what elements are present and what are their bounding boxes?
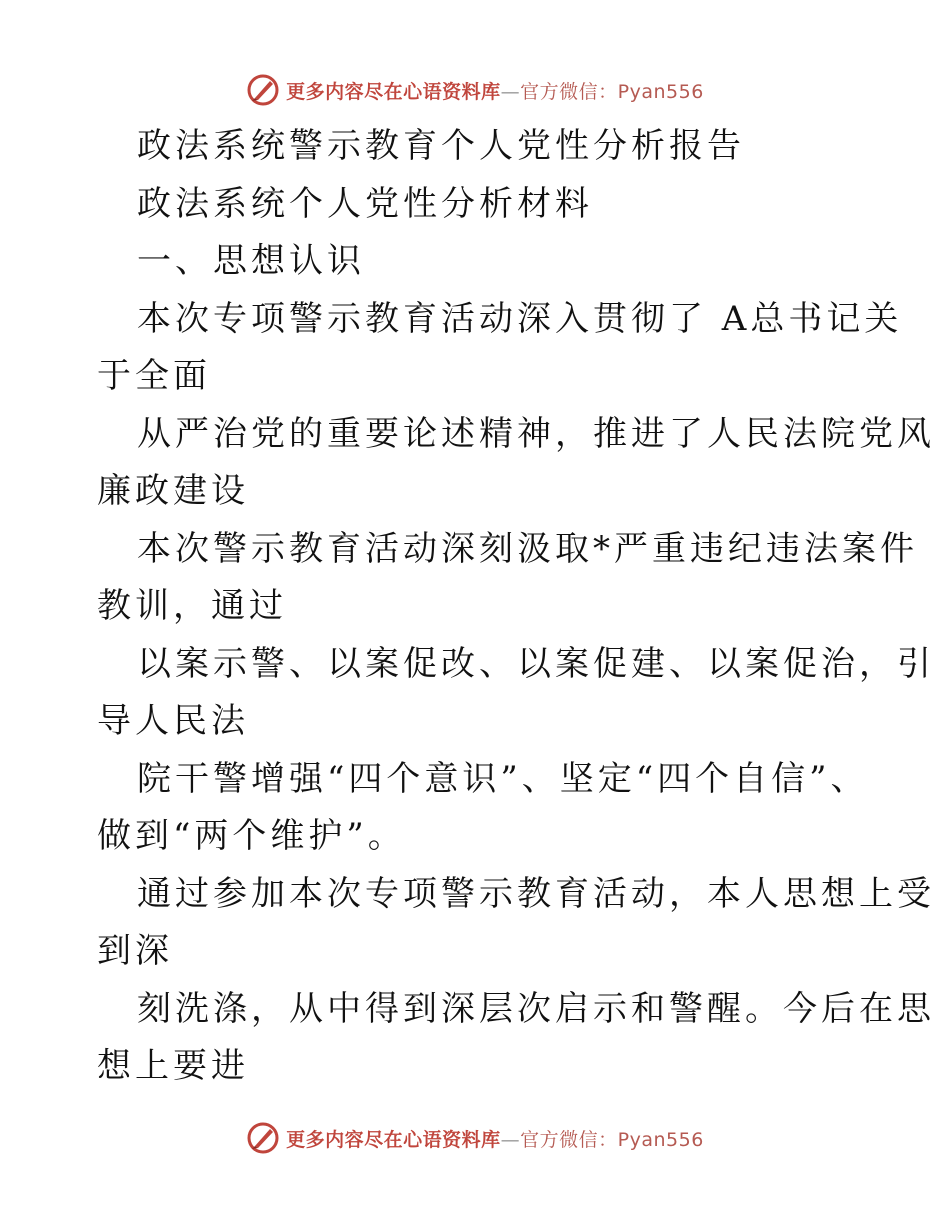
- text-line: 院干警增强“四个意识”、坚定“四个自信”、: [137, 758, 869, 799]
- text-line: 政法系统警示教育个人党性分析报告: [137, 126, 745, 166]
- text-line: 一、思想认识: [137, 241, 365, 281]
- text-line: 教训，通过: [97, 586, 287, 626]
- text-line: 本次警示教育活动深刻汲取*严重违纪违法案件: [137, 528, 918, 569]
- text-line: 本次专项警示教育活动深入贯彻了 A总书记关: [137, 298, 903, 339]
- text-line: 到深: [97, 931, 173, 971]
- text-line: 于全面: [97, 356, 211, 396]
- text-line: 政法系统个人党性分析材料: [137, 183, 593, 224]
- watermark-text: 更多内容尽在心语资料库—官方微信：Pyan556: [286, 1128, 704, 1151]
- footer-watermark-banner: [0, 1118, 950, 1158]
- text-line: 想上要进: [97, 1046, 249, 1086]
- text-line: 通过参加本次专项警示教育活动，本人思想上受: [137, 873, 935, 914]
- text-line: 刻洗涤，从中得到深层次启示和警醒。今后在思: [137, 988, 935, 1029]
- text-line: 导人民法: [97, 701, 249, 741]
- header-watermark-banner: [0, 70, 950, 110]
- quill-logo-icon: [246, 73, 280, 107]
- text-line: 廉政建设: [97, 471, 249, 511]
- quill-logo-icon: [246, 1121, 280, 1155]
- text-line: 从严治党的重要论述精神，推进了人民法院党风: [137, 413, 935, 454]
- document-body: [97, 118, 935, 1096]
- text-line: 做到“两个维护”。: [97, 816, 406, 856]
- text-line: 以案示警、以案促改、以案促建、以案促治，引: [137, 643, 935, 684]
- watermark-text: 更多内容尽在心语资料库—官方微信：Pyan556: [286, 80, 704, 103]
